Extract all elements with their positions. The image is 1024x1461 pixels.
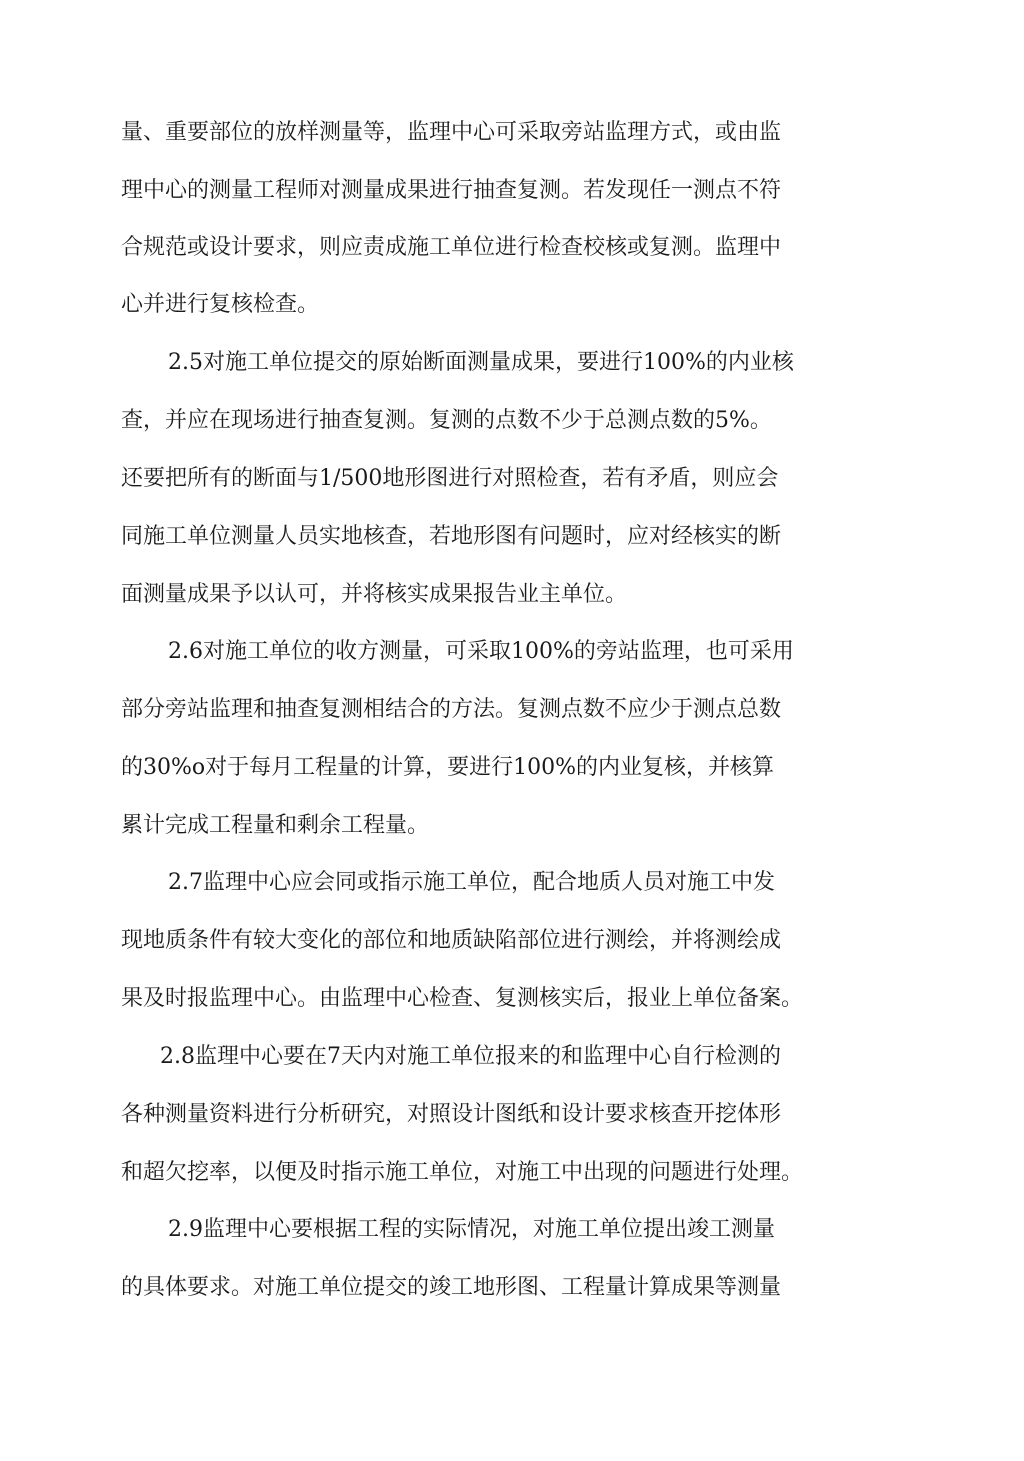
section-2-6-line-4: 累计完成工程量和剩余工程量。	[121, 813, 430, 838]
section-2-7-line-1: 2.7监理中心应会同或指示施工单位，配合地质人员对施工中发	[168, 870, 775, 895]
text-line-4: 心并进行复核检查。	[121, 292, 320, 317]
section-2-5-line-2: 查，并应在现场进行抽查复测。复测的点数不少于总测点数的5%。	[121, 408, 772, 433]
section-2-9-line-1: 2.9监理中心要根据工程的实际情况，对施工单位提出竣工测量	[168, 1217, 775, 1242]
section-2-5-line-4: 同施工单位测量人员实地核查，若地形图有问题时，应对经核实的断	[121, 524, 782, 549]
section-2-9-line-2: 的具体要求。对施工单位提交的竣工地形图、工程量计算成果等测量	[121, 1275, 782, 1300]
section-2-5-line-5: 面测量成果予以认可，并将核实成果报告业主单位。	[121, 582, 628, 607]
section-2-8-line-2: 各种测量资料进行分析研究，对照设计图纸和设计要求核查开挖体形	[121, 1102, 782, 1127]
section-2-5-line-3: 还要把所有的断面与1/500地形图进行对照检查，若有矛盾，则应会	[121, 466, 779, 491]
section-2-8-line-1: 2.8监理中心要在7天内对施工单位报来的和监理中心自行检测的	[160, 1044, 781, 1069]
text-line-3: 合规范或设计要求，则应责成施工单位进行检查校核或复测。监理中	[121, 235, 782, 260]
text-line-1: 量、重要部位的放样测量等，监理中心可采取旁站监理方式，或由监	[121, 120, 782, 145]
section-2-7-line-2: 现地质条件有较大变化的部位和地质缺陷部位进行测绘，并将测绘成	[121, 928, 782, 953]
section-2-6-line-3: 的30%o对于每月工程量的计算，要进行100%的内业复核，并核算	[121, 755, 775, 780]
section-2-5-line-1: 2.5对施工单位提交的原始断面测量成果，要进行100%的内业核	[168, 350, 794, 375]
text-line-2: 理中心的测量工程师对测量成果进行抽查复测。若发现任一测点不符	[121, 178, 782, 203]
section-2-8-line-3: 和超欠挖率，以便及时指示施工单位，对施工中出现的问题进行处理。	[121, 1160, 804, 1185]
section-2-7-line-3: 果及时报监理中心。由监理中心检查、复测核实后，报业上单位备案。	[121, 986, 804, 1011]
section-2-6-line-2: 部分旁站监理和抽查复测相结合的方法。复测点数不应少于测点总数	[121, 697, 782, 722]
section-2-6-line-1: 2.6对施工单位的收方测量，可采取100%的旁站监理，也可采用	[168, 639, 794, 664]
